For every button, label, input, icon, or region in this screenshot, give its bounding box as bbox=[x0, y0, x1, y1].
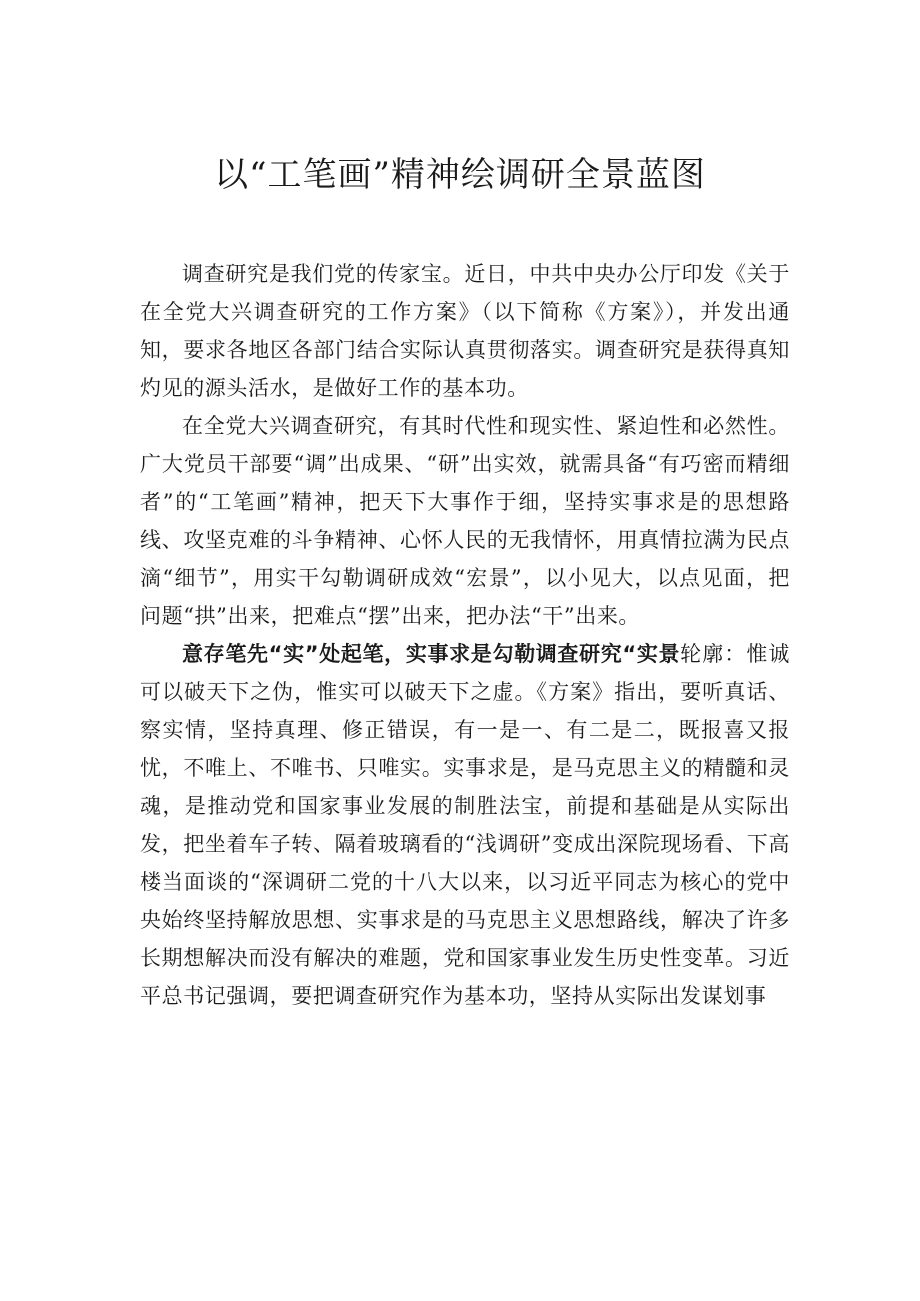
paragraph-3 bbox=[140, 635, 790, 1015]
paragraph-1 bbox=[140, 255, 790, 407]
paragraph-3-text: 轮廓：惟诚可以破天下之伪，惟实可以破天下之虚。《方案》指出，要听真话、察实情，坚持真理、修正错误，有一是一、有二是二，既报喜又报忧，不唯上、不唯书、只唯实。实事求是，是马克思主义的精髓和灵魂，是推动党和国家事业发展的制胜法宝，前提和基础是从实际出发，把坐着车子转、隔着玻璃看的“浅调研”变成出深院现场看、下高楼当面谈的“深调研二党的十八大以来，以习近平同志为核心的党中央始终坚持解放思想、实事求是的马克思主义思想路线，解决了许多长期想解决而没有解决的难题，党和国家事业发生历史性变革。习近平总书记强调，要把调查研究作为基本功，坚持从实际出发谋划事 bbox=[140, 642, 790, 1008]
paragraph-2-text: 在全党大兴调查研究，有其时代性和现实性、紧迫性和必然性。广大党员干部要“调”出成果、“研”出实效，就需具备“有巧密而精细者”的“工笔画”精神，把天下大事作于细，坚持实事求是的思想路线、攻坚克难的斗争精神、心怀人民的无我情怀，用真情拉满为民点滴“细节”，用实干勾勒调研成效“宏景”，以小见大，以点见面，把问题“拱”出来，把难点“摆”出来，把办法“干”出来。 bbox=[140, 414, 790, 628]
paragraph-2 bbox=[140, 407, 790, 635]
paragraph-1-text: 调查研究是我们党的传家宝。近日，中共中央办公厅印发《关于在全党大兴调查研究的工作方案》（以下简称《方案》），并发出通知，要求各地区各部门结合实际认真贯彻落实。调查研究是获得真知灼见的源头活水，是做好工作的基本功。 bbox=[140, 262, 790, 400]
article-body bbox=[140, 255, 790, 1015]
paragraph-3-heading: 意存笔先“实”处起笔，实事求是勾勒调查研究“实景 bbox=[182, 642, 681, 666]
page-title: 以“工笔画”精神绘调研全景蓝图 bbox=[214, 155, 706, 195]
